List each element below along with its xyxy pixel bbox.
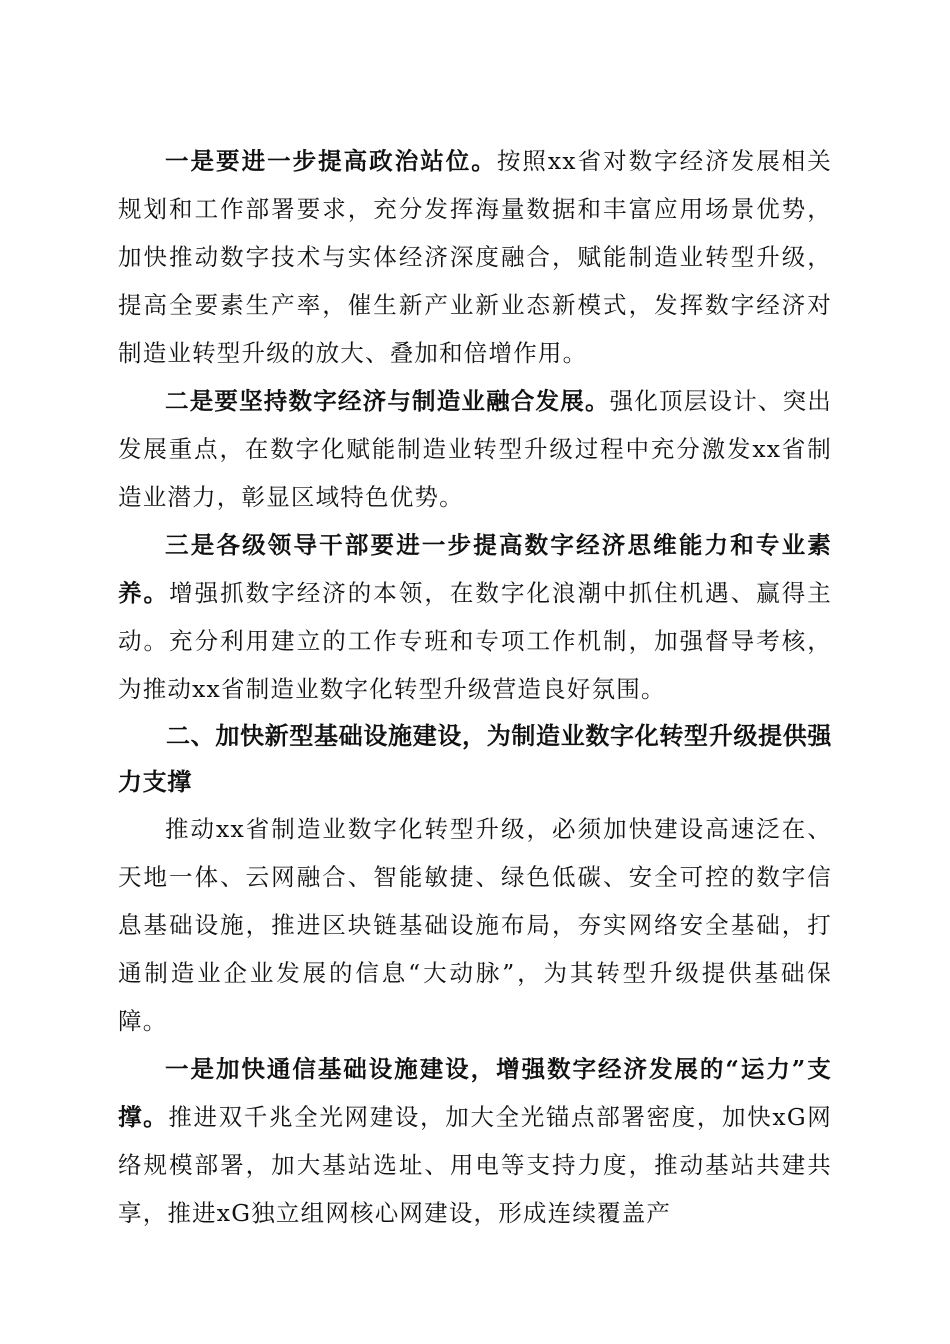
paragraph-lead: 一是要进一步提高政治站位。 (165, 147, 497, 175)
paragraph-text: 强化顶层设计、突出发展重点，在数字化赋能制造业转型升级过程中充分激发xx省制造业潜力，彰显区域特色优势。 (118, 387, 832, 511)
document-body (118, 137, 832, 1237)
paragraph-lead: 一是加快通信基础设施建设，增强数字经济发展的“运力”支撑。 (118, 1055, 832, 1131)
paragraph-text: 推进双千兆全光网建设，加大全光锚点部署密度，加快xG网络规模部署，加大基站选址、用电等支持力度，推动基站共建共享，推进xG独立组网核心网建设，形成连续覆盖产 (118, 1103, 832, 1227)
section-intro-paragraph: 推动xx省制造业数字化转型升级，必须加快建设高速泛在、天地一体、云网融合、智能敏捷、绿色低碳、安全可控的数字信息基础设施，推进区块链基础设施布局，夯实网络安全基础，打通制造业企业发展的信息“大动脉”，为其转型升级提供基础保障。 (118, 815, 832, 1035)
paragraph-text: 按照xx省对数字经济发展相关规划和工作部署要求，充分发挥海量数据和丰富应用场景优势，加快推动数字技术与实体经济深度融合，赋能制造业转型升级，提高全要素生产率，催生新产业新业态新模式，发挥数字经济对制造业转型升级的放大、叠加和倍增作用。 (118, 147, 832, 367)
section-heading: 二、加快新型基础设施建设，为制造业数字化转型升级提供强力支撑 (118, 722, 832, 796)
paragraph-lead: 三是各级领导干部要进一步提高数字经济思维能力和专业素养。 (118, 531, 832, 607)
paragraph-leadership (118, 521, 832, 713)
paragraph-communications (118, 1045, 832, 1237)
paragraph-integration (118, 377, 832, 521)
paragraph-text: 增强抓数字经济的本领，在数字化浪潮中抓住机遇、赢得主动。充分利用建立的工作专班和专项工作机制，加强督导考核，为推动xx省制造业数字化转型升级营造良好氛围。 (118, 579, 832, 703)
paragraph-lead: 二是要坚持数字经济与制造业融合发展。 (165, 387, 610, 415)
paragraph-political-stance (118, 137, 832, 377)
